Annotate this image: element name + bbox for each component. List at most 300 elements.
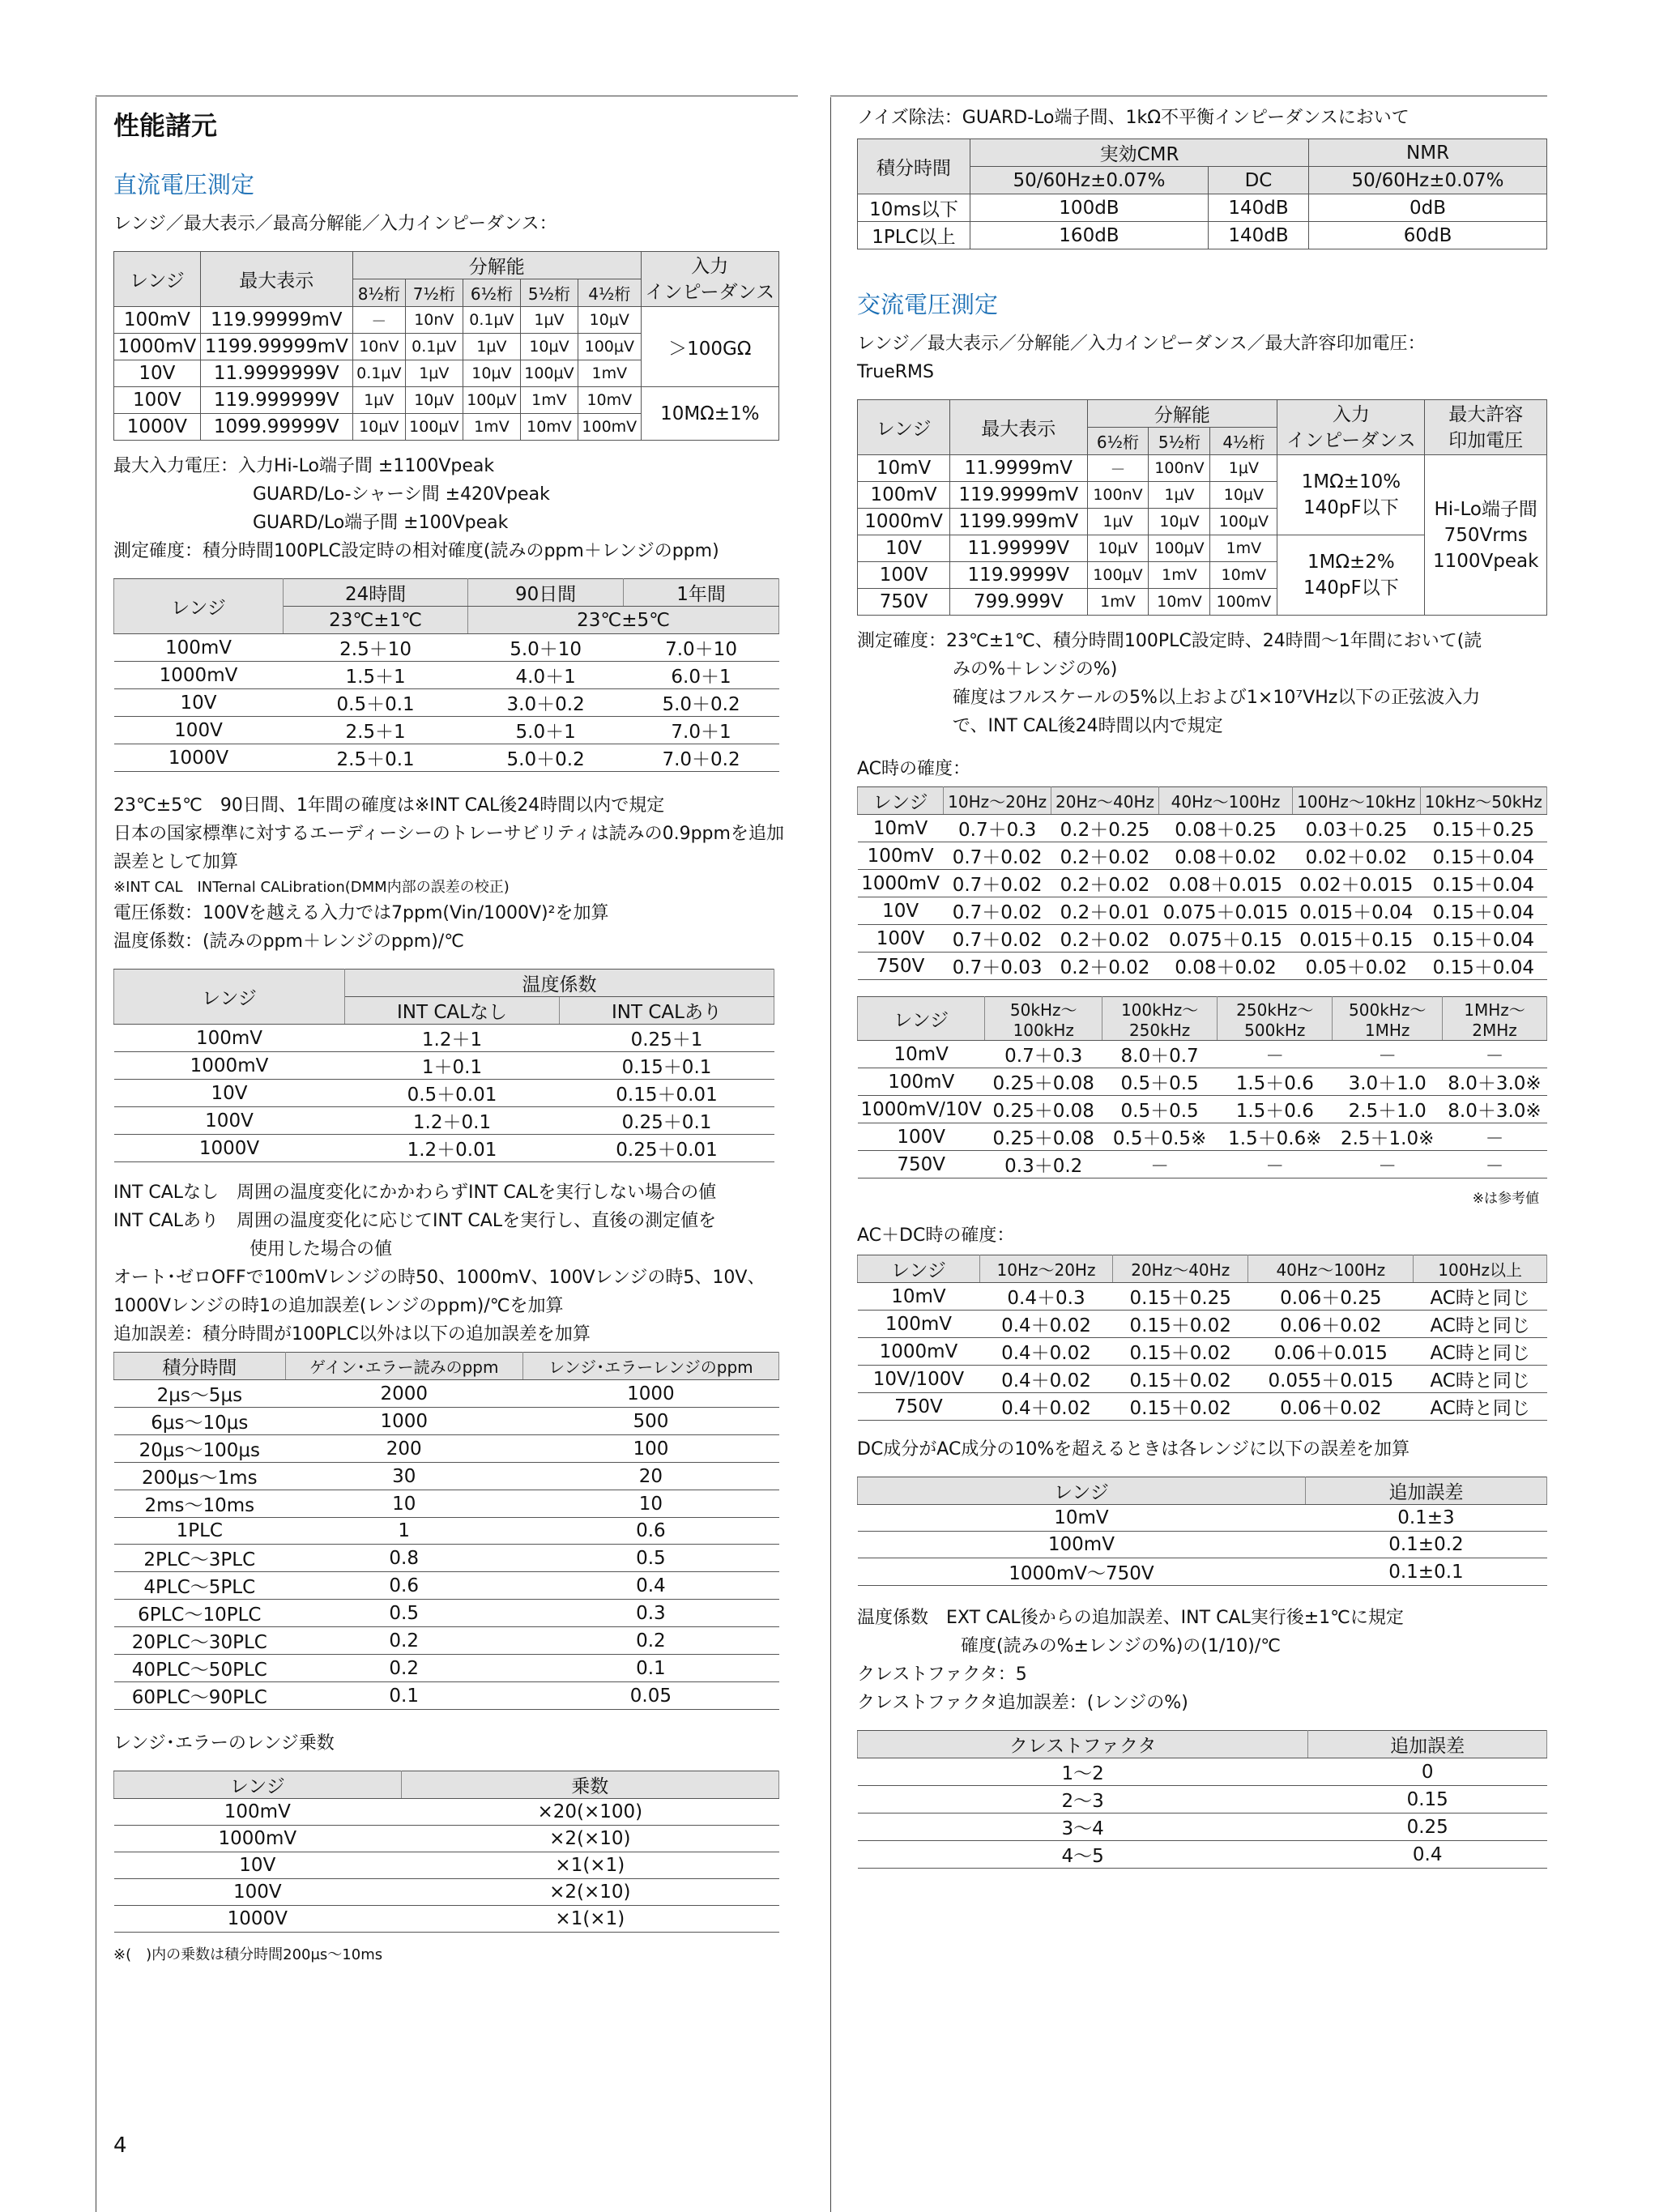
table-cell: 100V bbox=[858, 925, 944, 953]
header-cell: 積分時間 bbox=[858, 139, 970, 194]
header-cell: 最大許容 印加電圧 bbox=[1425, 400, 1547, 455]
table-cell: 2μs～5μs bbox=[114, 1380, 286, 1408]
table-row bbox=[858, 1338, 1547, 1366]
table-cell: 0.1±3 bbox=[1305, 1505, 1546, 1532]
table-cell: 100 bbox=[522, 1435, 778, 1463]
header-cell: 6½桁 bbox=[1087, 428, 1149, 455]
table-cell: 1199.999mV bbox=[950, 509, 1087, 535]
table-cell: 4～5 bbox=[858, 1841, 1308, 1869]
table-row bbox=[114, 1545, 779, 1572]
integration-time-rows bbox=[114, 1380, 779, 1710]
table-cell: 0.2＋0.02 bbox=[1051, 925, 1159, 953]
ac-accuracy-high-rows bbox=[858, 1041, 1547, 1178]
table-cell: 1099.99999V bbox=[200, 414, 352, 441]
table-row bbox=[858, 1758, 1547, 1786]
table-cell: 10V bbox=[114, 1852, 402, 1879]
note: オート･ゼロOFFで100mVレンジの時50、1000mV、100Vレンジの時5、10V、1000Vレンジの時1の追加誤差(レンジのppm)/℃を加算 bbox=[113, 1268, 766, 1316]
table-cell: 10MΩ±1% bbox=[641, 387, 778, 441]
acdc-title: AC＋DC時の確度： bbox=[857, 1225, 1015, 1246]
header-cell: 40Hz～100Hz bbox=[1248, 1255, 1414, 1283]
table-row bbox=[114, 1107, 774, 1135]
table-cell: 6μs～10μs bbox=[114, 1408, 286, 1435]
table-cell: 1.5＋1 bbox=[284, 662, 468, 689]
table-cell: 2.5＋1.0 bbox=[1333, 1096, 1443, 1123]
table-cell: 100mV bbox=[578, 414, 642, 441]
table-cell: 10μV bbox=[352, 414, 405, 441]
table-row bbox=[858, 897, 1547, 925]
header-cell: 20Hz～40Hz bbox=[1113, 1255, 1248, 1283]
note: 電圧係数：100Vを越える入力では7ppm(Vin/1000V)²を加算 bbox=[113, 903, 609, 923]
header-cell: 100Hz以上 bbox=[1414, 1255, 1547, 1283]
table-row bbox=[858, 925, 1547, 953]
table-row bbox=[858, 1068, 1547, 1096]
table-row bbox=[114, 1490, 779, 1518]
table-cell: AC時と同じ bbox=[1414, 1393, 1547, 1421]
table-cell: 10mV bbox=[858, 1283, 980, 1311]
table-row bbox=[858, 815, 1547, 842]
table-cell: ＞100GΩ bbox=[641, 307, 778, 387]
table-cell: 1mV bbox=[1149, 562, 1210, 589]
table-row bbox=[114, 1682, 779, 1710]
table-cell: 1.2＋1 bbox=[345, 1025, 560, 1052]
note: INT CALあり 周囲の温度変化に応じてINT CALを実行し、直後の測定値を bbox=[113, 1211, 717, 1231]
table-cell: 0.8 bbox=[285, 1545, 522, 1572]
table-row bbox=[114, 1879, 779, 1906]
header-cell: 5½桁 bbox=[1149, 428, 1210, 455]
table-row bbox=[114, 1572, 779, 1600]
table-cell: 10V bbox=[114, 360, 201, 387]
table-cell: 0.15＋0.02 bbox=[1113, 1338, 1248, 1366]
ac-accuracy-note: 確度はフルスケールの5%以上および1×10⁷VHz以下の正弦波入力 bbox=[953, 688, 1481, 708]
table-cell: 1mV bbox=[578, 360, 642, 387]
ac-accuracy-title: AC時の確度： bbox=[857, 759, 971, 779]
dc-accuracy-table bbox=[113, 578, 779, 772]
table-cell: 1＋0.1 bbox=[345, 1052, 560, 1080]
dc-range-rows bbox=[114, 307, 779, 441]
table-cell: 40PLC～50PLC bbox=[114, 1655, 286, 1682]
table-cell: 2000 bbox=[285, 1380, 522, 1408]
table-cell: 1000mV/10V bbox=[858, 1096, 985, 1123]
table-cell: 11.9999999V bbox=[200, 360, 352, 387]
table-cell: 100μV bbox=[1149, 535, 1210, 562]
header-cell: レンジ bbox=[858, 997, 985, 1041]
note: 23℃±5℃ 90日間、1年間の確度は※INT CAL後24時間以内で規定 bbox=[113, 795, 665, 816]
table-cell: 0.2＋0.02 bbox=[1051, 953, 1159, 980]
table-cell: 10nV bbox=[352, 334, 405, 360]
table-cell: 100μV bbox=[405, 414, 463, 441]
ac-accuracy-note: 測定確度：23℃±1℃、積分時間100PLC設定時、24時間～1年間において(読 bbox=[857, 631, 1482, 651]
table-cell: 10 bbox=[522, 1490, 778, 1518]
table-cell: 1.5＋0.6 bbox=[1218, 1068, 1333, 1096]
table-cell: 1000mV～750V bbox=[858, 1558, 1306, 1586]
table-row bbox=[114, 1826, 779, 1852]
table-cell: 10nV bbox=[405, 307, 463, 334]
table-row bbox=[114, 1463, 779, 1490]
table-row bbox=[858, 1505, 1547, 1532]
table-cell: 0.02＋0.02 bbox=[1293, 842, 1421, 870]
table-cell: 10μV bbox=[520, 334, 578, 360]
header-cell: 100kHz～250kHz bbox=[1102, 997, 1218, 1041]
table-cell: ×1(×1) bbox=[401, 1852, 778, 1879]
table-cell: 7.0＋1 bbox=[624, 717, 779, 744]
table-cell: 0.075＋0.15 bbox=[1158, 925, 1292, 953]
table-cell: 8.0＋0.7 bbox=[1102, 1041, 1218, 1068]
table-cell: 20PLC～30PLC bbox=[114, 1627, 286, 1655]
table-row bbox=[114, 1408, 779, 1435]
header-cell: レンジ bbox=[858, 787, 944, 815]
noise-table bbox=[857, 139, 1547, 249]
note: 温度係数：(読みのppm＋レンジのppm)/℃ bbox=[113, 931, 464, 952]
header-cell: 8½桁 bbox=[352, 279, 405, 307]
table-cell: 0.1±0.1 bbox=[1305, 1558, 1546, 1586]
table-cell: 0.06＋0.015 bbox=[1248, 1338, 1414, 1366]
table-cell: 5.0＋1 bbox=[468, 717, 624, 744]
header-cell: 500kHz～1MHz bbox=[1333, 997, 1443, 1041]
table-cell: 1mV bbox=[1087, 589, 1149, 616]
table-cell: 20μs～100μs bbox=[114, 1435, 286, 1463]
reference-note: ※は参考値 bbox=[1472, 1191, 1539, 1207]
header-cell: 温度係数 bbox=[345, 970, 774, 997]
table-cell: 1MΩ±2% 140pF以下 bbox=[1277, 535, 1425, 616]
table-cell: ×2(×10) bbox=[401, 1879, 778, 1906]
header-cell: DC bbox=[1208, 167, 1308, 194]
header-cell: 追加誤差 bbox=[1305, 1477, 1546, 1505]
header-cell: 分解能 bbox=[1087, 400, 1277, 428]
table-cell: 0.5＋0.5※ bbox=[1102, 1123, 1218, 1151]
table-row bbox=[114, 1852, 779, 1879]
table-cell: 1000V bbox=[114, 744, 284, 772]
table-cell: 10mV bbox=[858, 815, 944, 842]
table-cell: － bbox=[1442, 1151, 1546, 1178]
table-row bbox=[858, 870, 1547, 897]
header-cell: 20Hz～40Hz bbox=[1051, 787, 1159, 815]
table-cell: 5.0＋0.2 bbox=[468, 744, 624, 772]
header-cell: 追加誤差 bbox=[1308, 1731, 1547, 1758]
table-row bbox=[858, 1311, 1547, 1338]
table-row bbox=[858, 222, 1547, 249]
header-cell: 5½桁 bbox=[520, 279, 578, 307]
left-column bbox=[113, 97, 798, 1967]
crest-factor-rows bbox=[858, 1758, 1547, 1869]
table-cell: 0.15＋0.02 bbox=[1113, 1311, 1248, 1338]
table-cell: 1000V bbox=[114, 1135, 345, 1162]
table-cell: 0.15＋0.01 bbox=[560, 1080, 774, 1107]
table-cell: 100mV bbox=[858, 1532, 1306, 1558]
table-cell: 2PLC～3PLC bbox=[114, 1545, 286, 1572]
header-cell: 50kHz～100kHz bbox=[985, 997, 1102, 1041]
table-row bbox=[114, 744, 779, 772]
table-cell: ×2(×10) bbox=[401, 1826, 778, 1852]
table-cell: ×20(×100) bbox=[401, 1799, 778, 1826]
table-row bbox=[858, 1393, 1547, 1421]
table-cell: 10μV bbox=[578, 307, 642, 334]
table-row bbox=[114, 1906, 779, 1933]
table-row bbox=[858, 1041, 1547, 1068]
table-cell: 100mV bbox=[858, 1068, 985, 1096]
table-cell: 10μV bbox=[1087, 535, 1149, 562]
table-cell: 100mV bbox=[1210, 589, 1277, 616]
table-cell: 0.25＋0.08 bbox=[985, 1123, 1102, 1151]
table-cell: 0.7＋0.02 bbox=[944, 897, 1051, 925]
table-cell: 1.5＋0.6※ bbox=[1218, 1123, 1333, 1151]
table-cell: 0.7＋0.03 bbox=[944, 953, 1051, 980]
table-row bbox=[858, 455, 1547, 482]
header-cell: 乗数 bbox=[401, 1771, 778, 1799]
table-cell: 0.15＋0.04 bbox=[1420, 870, 1546, 897]
table-cell: 5.0＋0.2 bbox=[624, 689, 779, 717]
table-cell: 0.2＋0.01 bbox=[1051, 897, 1159, 925]
table-cell: 10V bbox=[858, 535, 950, 562]
table-cell: 100μV bbox=[1087, 562, 1149, 589]
table-cell: 10μV bbox=[1210, 482, 1277, 509]
table-cell: 10mV bbox=[858, 1505, 1306, 1532]
table-cell: 0.2＋0.02 bbox=[1051, 870, 1159, 897]
table-row bbox=[858, 1283, 1547, 1311]
table-cell: 0.3 bbox=[522, 1600, 778, 1627]
table-cell: 10 bbox=[285, 1490, 522, 1518]
table-cell: 140dB bbox=[1208, 222, 1308, 249]
table-cell: 0.2＋0.25 bbox=[1051, 815, 1159, 842]
table-row bbox=[858, 1532, 1547, 1558]
table-cell: 0.25＋0.01 bbox=[560, 1135, 774, 1162]
dc-temp-coef-table bbox=[113, 969, 774, 1162]
table-cell: 10mV bbox=[1210, 562, 1277, 589]
table-row bbox=[114, 634, 779, 662]
crest-note: クレストファクタ：5 bbox=[857, 1664, 1027, 1685]
table-cell: 0.5＋0.5 bbox=[1102, 1096, 1218, 1123]
table-cell: 0.4＋0.02 bbox=[979, 1393, 1112, 1421]
header-cell: ゲイン･エラー読みのppm bbox=[285, 1353, 522, 1380]
table-cell: 0.08＋0.25 bbox=[1158, 815, 1292, 842]
header-cell: 23℃±5℃ bbox=[468, 607, 779, 634]
table-cell: 10V/100V bbox=[858, 1366, 980, 1393]
ac-range-rows bbox=[858, 455, 1547, 616]
table-cell: 4PLC～5PLC bbox=[114, 1572, 286, 1600]
ac-accuracy-low-rows bbox=[858, 815, 1547, 980]
table-cell: － bbox=[1333, 1151, 1443, 1178]
table-cell: 0.1μV bbox=[352, 360, 405, 387]
table-cell: 0.4＋0.02 bbox=[979, 1338, 1112, 1366]
table-row bbox=[858, 953, 1547, 980]
table-row bbox=[114, 1135, 774, 1162]
ac-intro: TrueRMS bbox=[857, 362, 934, 382]
note: 使用した場合の値 bbox=[249, 1239, 393, 1259]
table-row bbox=[114, 1052, 774, 1080]
note: INT CALなし 周囲の温度変化にかかわらずINT CALを実行しない場合の値 bbox=[113, 1183, 717, 1203]
table-cell: 0.06＋0.02 bbox=[1248, 1393, 1414, 1421]
header-cell: レンジ bbox=[858, 1477, 1306, 1505]
table-row bbox=[114, 662, 779, 689]
integration-time-table bbox=[113, 1352, 779, 1710]
table-cell: 1000mV bbox=[858, 870, 944, 897]
table-cell: 0.15＋0.04 bbox=[1420, 897, 1546, 925]
header-cell: NMR bbox=[1309, 139, 1547, 167]
crest-factor-table bbox=[857, 1730, 1547, 1869]
table-row bbox=[114, 1435, 779, 1463]
noise-rows bbox=[858, 194, 1547, 249]
table-cell: 750V bbox=[858, 1393, 980, 1421]
ac-accuracy-high-head bbox=[858, 997, 1547, 1041]
table-row bbox=[114, 717, 779, 744]
table-cell: AC時と同じ bbox=[1414, 1366, 1547, 1393]
table-cell: 8.0＋3.0※ bbox=[1442, 1068, 1546, 1096]
header-cell: 最大表示 bbox=[950, 400, 1087, 455]
table-cell: 11.9999mV bbox=[950, 455, 1087, 482]
header-cell: レンジ bbox=[114, 579, 284, 634]
table-cell: 10V bbox=[114, 1080, 345, 1107]
header-cell: 50/60Hz±0.07% bbox=[970, 167, 1209, 194]
table-cell: 0.02＋0.015 bbox=[1293, 870, 1421, 897]
table-header-row bbox=[858, 787, 1547, 815]
table-cell: 60PLC～90PLC bbox=[114, 1682, 286, 1710]
table-cell: 1～2 bbox=[858, 1758, 1308, 1786]
table-cell: 0.15 bbox=[1308, 1786, 1547, 1813]
table-row bbox=[114, 307, 779, 334]
table-cell: 2.5＋1 bbox=[284, 717, 468, 744]
table-row bbox=[858, 1151, 1547, 1178]
table-cell: 8.0＋3.0※ bbox=[1442, 1096, 1546, 1123]
header-cell: 10kHz～50kHz bbox=[1420, 787, 1546, 815]
table-cell: 5.0＋10 bbox=[468, 634, 624, 662]
header-cell: 入力 インピーダンス bbox=[1277, 400, 1425, 455]
acdc-head bbox=[858, 1255, 1547, 1283]
table-cell: 1.2＋0.01 bbox=[345, 1135, 560, 1162]
header-cell: 実効CMR bbox=[970, 139, 1309, 167]
table-cell: 1μV bbox=[463, 334, 520, 360]
table-cell: 100μV bbox=[520, 360, 578, 387]
table-cell: 1mV bbox=[463, 414, 520, 441]
table-cell: 1PLC以上 bbox=[858, 222, 970, 249]
table-row bbox=[858, 1123, 1547, 1151]
table-cell: 10V bbox=[114, 689, 284, 717]
table-cell: 119.999999V bbox=[200, 387, 352, 414]
dc-intro: レンジ／最大表示／最高分解能／入力インピーダンス： bbox=[113, 214, 557, 234]
table-cell: 6.0＋1 bbox=[624, 662, 779, 689]
table-row bbox=[858, 1841, 1547, 1869]
table-cell: 10μV bbox=[463, 360, 520, 387]
table-cell: 1000V bbox=[114, 1906, 402, 1933]
header-cell: 50/60Hz±0.07% bbox=[1309, 167, 1547, 194]
header-cell: 入力 インピーダンス bbox=[641, 252, 778, 307]
table-cell: 0.15＋0.02 bbox=[1113, 1393, 1248, 1421]
header-cell: 分解能 bbox=[352, 252, 641, 279]
table-cell: 1mV bbox=[1210, 535, 1277, 562]
table-cell: 10mV bbox=[1149, 589, 1210, 616]
table-cell: 0.25＋0.1 bbox=[560, 1107, 774, 1135]
header-cell: 最大表示 bbox=[200, 252, 352, 307]
table-cell: 0.15＋0.04 bbox=[1420, 925, 1546, 953]
table-cell: 100V bbox=[114, 717, 284, 744]
header-cell: レンジ bbox=[114, 252, 201, 307]
table-cell: 1.5＋0.6 bbox=[1218, 1096, 1333, 1123]
table-cell: 0.15＋0.25 bbox=[1113, 1283, 1248, 1311]
table-cell: 100μV bbox=[578, 334, 642, 360]
table-cell: 0.1μV bbox=[405, 334, 463, 360]
acdc-rows bbox=[858, 1283, 1547, 1421]
table-cell: 100V bbox=[114, 387, 201, 414]
header-cell: クレストファクタ bbox=[858, 1731, 1308, 1758]
table-cell: 750V bbox=[858, 953, 944, 980]
table-cell: ×1(×1) bbox=[401, 1906, 778, 1933]
table-cell: 2～3 bbox=[858, 1786, 1308, 1813]
table-cell: 100mV bbox=[114, 1025, 345, 1052]
table-cell: － bbox=[1218, 1151, 1333, 1178]
table-cell: 0.7＋0.02 bbox=[944, 925, 1051, 953]
table-cell: 0.7＋0.02 bbox=[944, 842, 1051, 870]
table-cell: － bbox=[1442, 1041, 1546, 1068]
table-cell: 0.1±0.2 bbox=[1305, 1532, 1546, 1558]
table-cell: 100μV bbox=[1210, 509, 1277, 535]
table-cell: 10μV bbox=[1149, 509, 1210, 535]
table-cell: 100mV bbox=[858, 842, 944, 870]
ac-accuracy-note: みの%＋レンジの%) bbox=[953, 659, 1118, 680]
table-cell: 0.7＋0.02 bbox=[944, 870, 1051, 897]
table-cell: 100mV bbox=[858, 482, 950, 509]
dc-temp-coef-rows bbox=[114, 1025, 774, 1162]
header-cell: 4½桁 bbox=[1210, 428, 1277, 455]
table-row bbox=[114, 1025, 774, 1052]
dc-component-note: DC成分がAC成分の10%を超えるときは各レンジに以下の誤差を加算 bbox=[857, 1439, 1410, 1460]
table-cell: 0.5 bbox=[522, 1545, 778, 1572]
table-row bbox=[858, 1558, 1547, 1586]
table-cell: － bbox=[1218, 1041, 1333, 1068]
table-cell: － bbox=[1087, 455, 1149, 482]
table-cell: 0.05＋0.02 bbox=[1293, 953, 1421, 980]
page-number: 4 bbox=[113, 2133, 127, 2158]
table-cell: 1MΩ±10% 140pF以下 bbox=[1277, 455, 1425, 535]
table-row bbox=[114, 387, 779, 414]
right-column bbox=[857, 97, 1547, 1880]
table-cell: 200 bbox=[285, 1435, 522, 1463]
table-cell: 2.5＋1.0※ bbox=[1333, 1123, 1443, 1151]
table-cell: － bbox=[352, 307, 405, 334]
crest-note: クレストファクタ追加誤差：(レンジの%) bbox=[857, 1693, 1188, 1713]
table-row bbox=[858, 842, 1547, 870]
table-cell: 0.075＋0.015 bbox=[1158, 897, 1292, 925]
table-cell: 0.015＋0.04 bbox=[1293, 897, 1421, 925]
table-cell: 1μV bbox=[1210, 455, 1277, 482]
table-row bbox=[114, 1080, 774, 1107]
table-cell: 119.9999V bbox=[950, 562, 1087, 589]
table-cell: 10V bbox=[858, 897, 944, 925]
table-row bbox=[114, 1518, 779, 1545]
note: ※INT CAL INTernal CALibration(DMM内部の誤差の校正) bbox=[113, 879, 510, 896]
table-cell: 750V bbox=[858, 589, 950, 616]
dc-accuracy-rows bbox=[114, 634, 779, 772]
table-cell: 60dB bbox=[1309, 222, 1547, 249]
table-cell: 100mV bbox=[114, 634, 284, 662]
header-cell: 90日間 bbox=[468, 579, 624, 607]
table-row bbox=[858, 1366, 1547, 1393]
header-cell: 積分時間 bbox=[114, 1353, 286, 1380]
header-cell: レンジ bbox=[114, 1771, 402, 1799]
header-cell: 6½桁 bbox=[463, 279, 520, 307]
table-cell: 0.25＋0.08 bbox=[985, 1068, 1102, 1096]
table-cell: 1μV bbox=[1149, 482, 1210, 509]
header-cell: 24時間 bbox=[284, 579, 468, 607]
table-cell: 0.2＋0.02 bbox=[1051, 842, 1159, 870]
table-cell: 100mV bbox=[858, 1311, 980, 1338]
ac-voltage-heading: 交流電圧測定 bbox=[857, 291, 999, 318]
table-cell: 3.0＋0.2 bbox=[468, 689, 624, 717]
table-cell: 0.08＋0.02 bbox=[1158, 953, 1292, 980]
table-cell: 30 bbox=[285, 1463, 522, 1490]
table-cell: 0.08＋0.015 bbox=[1158, 870, 1292, 897]
table-cell: 1.2＋0.1 bbox=[345, 1107, 560, 1135]
note: 日本の国家標準に対するエーディーシーのトレーサビリティは読みの0.9ppmを追加誤差として加算 bbox=[113, 824, 784, 872]
table-cell: 0.6 bbox=[285, 1572, 522, 1600]
table-cell: 200μs～1ms bbox=[114, 1463, 286, 1490]
